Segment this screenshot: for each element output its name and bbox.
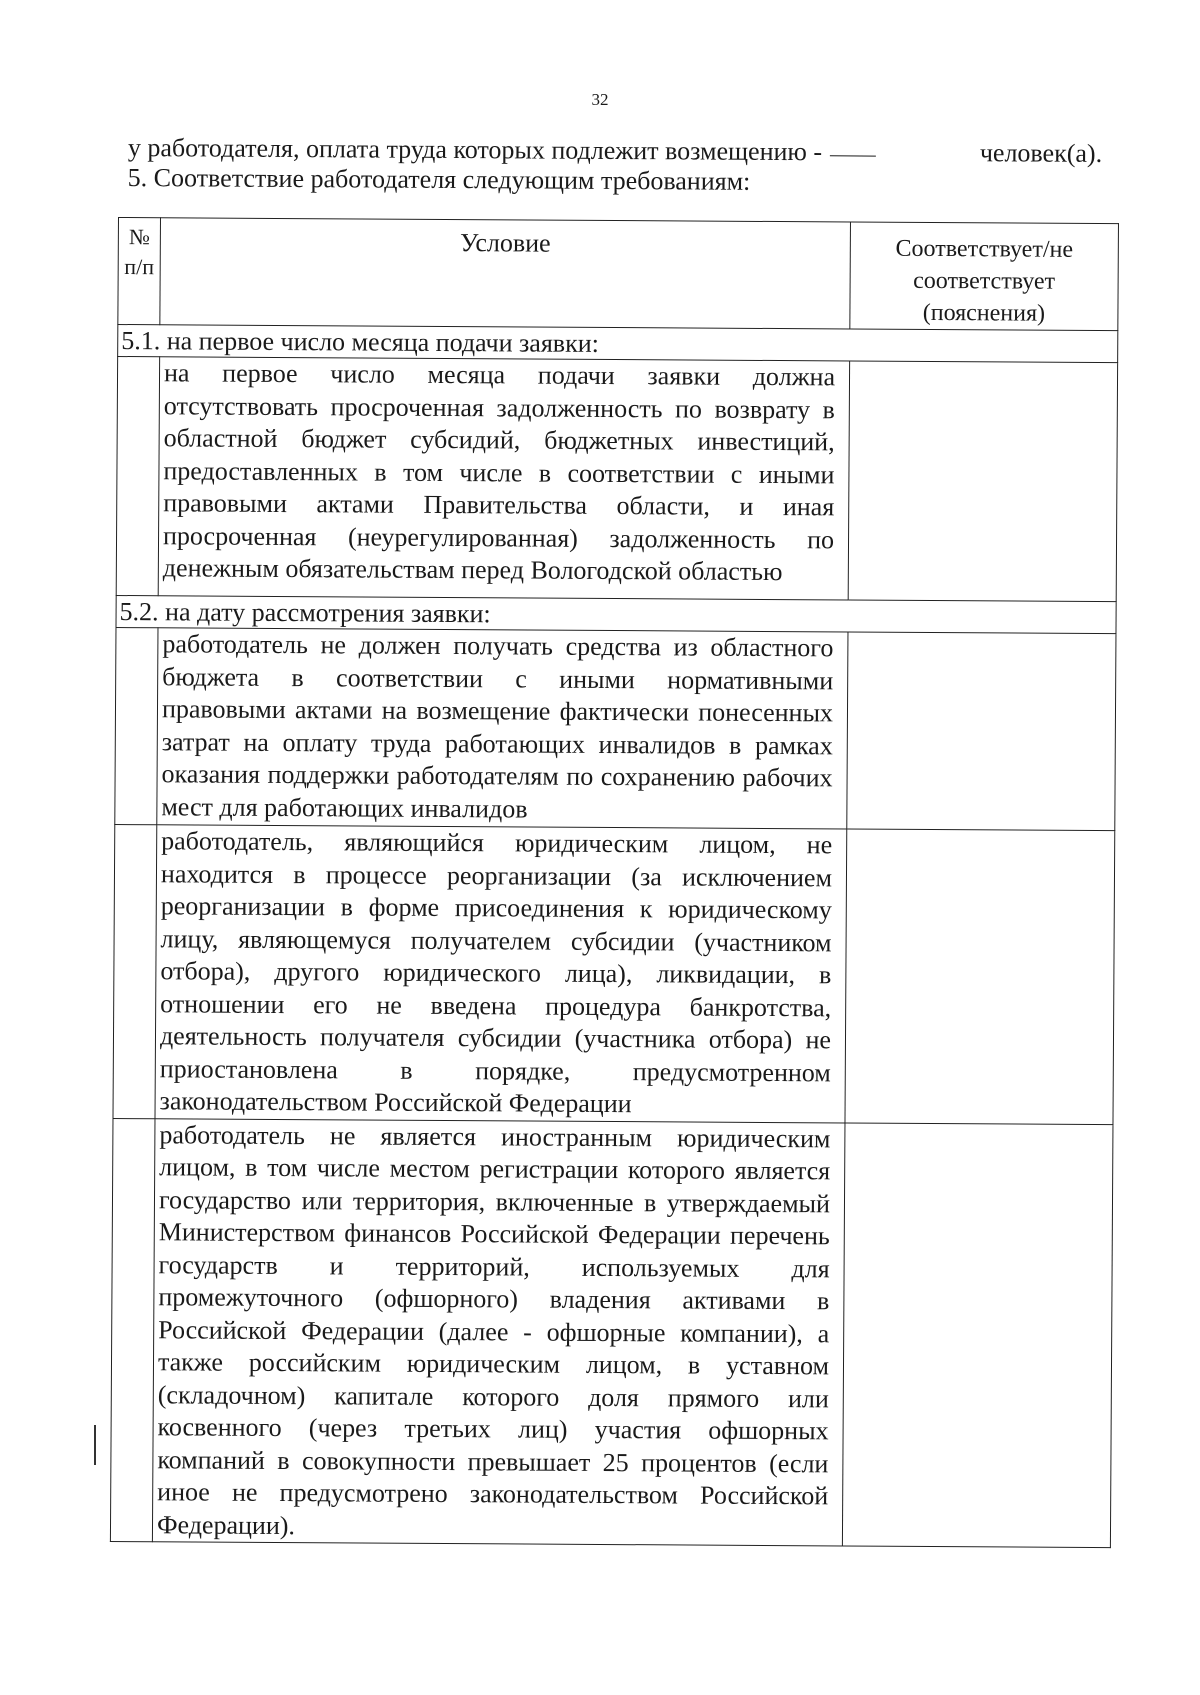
header-condition: Условие (160, 218, 851, 329)
requirements-table (110, 217, 1119, 1548)
section-label: 5.2. на дату рассмотрения заявки: (116, 595, 1116, 633)
intro-line1-text: у работодателя, оплата труда которых подлежит возмещению - (127, 133, 823, 167)
employee-count-blank[interactable] (830, 155, 876, 156)
compliance-cell[interactable] (848, 361, 1117, 602)
section-label: 5.1. на первое число месяца подачи заявки: (118, 325, 1118, 363)
intro-text (128, 133, 1118, 199)
compliance-cell[interactable] (845, 829, 1115, 1124)
table-row (113, 824, 1115, 1124)
section-row-5-2 (116, 595, 1116, 633)
scan-margin-line (94, 1425, 96, 1465)
condition-cell: на первое число месяца подачи заявки должна отсутствовать просроченная задолженность по возврату в областной бюджет субсидий, бюджетных инвестиций, предоставленных в том числе в соответствии с иными правовыми актами Правительства области, и иная просроченная (неурегулированная) задолженность по денежным обязательствам перед Вологодской областью (158, 357, 849, 600)
header-number: № п/п (118, 218, 161, 325)
intro-line1-suffix: человек(а). (979, 138, 1103, 168)
table-row (115, 627, 1116, 830)
row-number-cell (115, 627, 158, 824)
table-row (116, 357, 1117, 602)
condition-cell: работодатель не является иностранным юридическим лицом, в том числе местом регистрации которого является государство или территория, включенные в утверждаемый Министерством финансов Российской Федерации перечень государств и территорий, используемых для промежуточного (офшорного) владения активами в Российской Федерации (далее - офшорные компании), а также российским юридическим лицом, в уставном (складочном) капитале которого доля прямого или косвенного (через третьих лиц) участия офшорных компаний в совокупности превышает 25 процентов (если иное не предусмотрено законодательством Российской Федерации). (152, 1118, 845, 1546)
requirements-table-wrapper (110, 217, 1118, 1548)
row-number-cell (110, 1118, 155, 1542)
table-row (110, 1118, 1113, 1548)
condition-cell: работодатель не должен получать средства из областного бюджета в соответствии с иными нормативными правовыми актами на возмещение фактически понесенных затрат на оплату труда работающих инвалидов в рамках оказания поддержки работодателям по сохранению рабочих мест для работающих инвалидов (157, 628, 848, 829)
condition-cell: работодатель, являющийся юридическим лицом, не находится в процессе реорганизации (за исключением реорганизации в форме присоединения к юридическому лицу, являющемуся получателем субсидии (участником отбора), другого юридического лица), ликвидации, в отношении его не введена процедура банкротства, деятельность получателя субсидии (участника отбора) не приостановлена в порядке, предусмотренном законодательством Российской Федерации (155, 825, 847, 1123)
compliance-cell[interactable] (842, 1122, 1113, 1547)
row-number-cell (116, 357, 159, 596)
table-header-row (118, 218, 1119, 331)
intro-line-requirements (128, 163, 1118, 199)
section-row-5-1 (118, 325, 1118, 363)
intro-line2-text: 5. Соответствие работодателя следующим требованиям: (127, 162, 751, 196)
compliance-cell[interactable] (847, 632, 1116, 831)
header-compliance: Соответствует/не соответствует (пояснения) (850, 222, 1119, 331)
page-number: 32 (591, 90, 609, 109)
row-number-cell (113, 824, 157, 1118)
